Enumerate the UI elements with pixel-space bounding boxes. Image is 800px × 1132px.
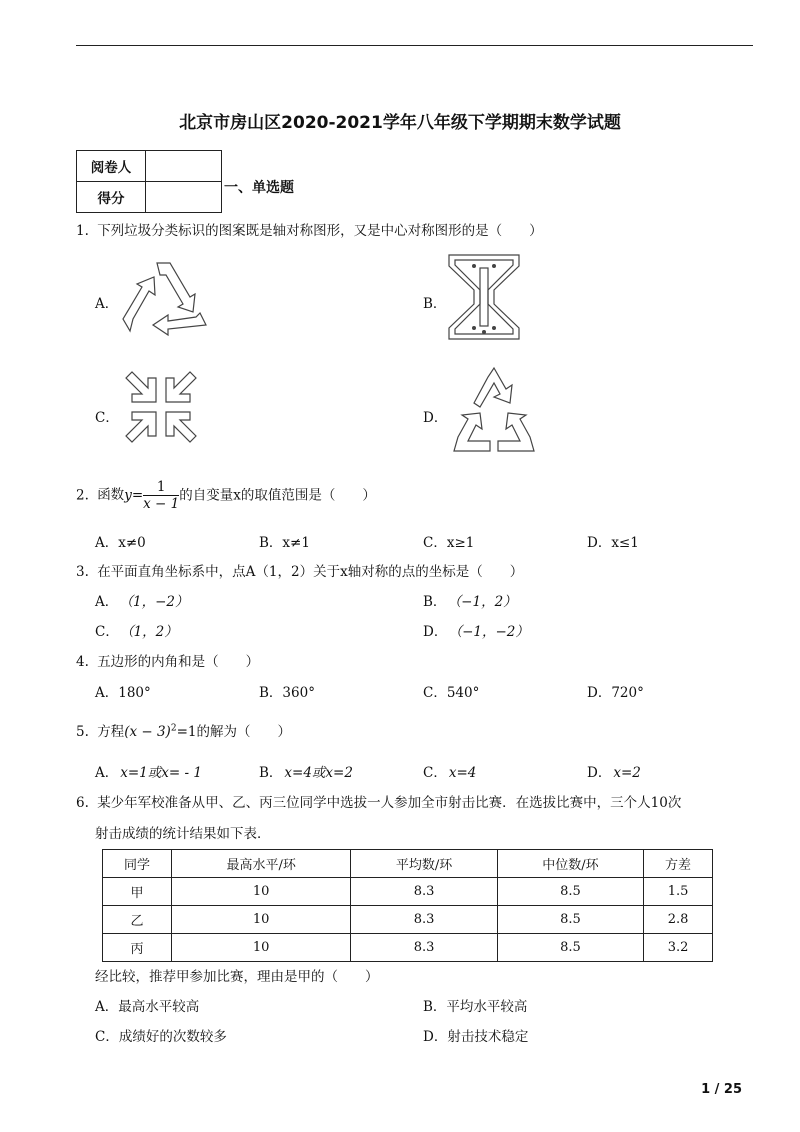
reviewer-cell [146,151,222,182]
recycle-triangle-notch-icon [448,365,540,455]
table-cell: 10 [171,906,351,934]
q5-option-b[interactable]: B． x=4或x=2 [259,765,353,781]
grader-table [76,150,222,213]
table-header: 同学 [103,850,172,878]
table-header-row [103,850,713,878]
reviewer-label: 阅卷人 [77,151,146,182]
question-text: 五边形的内角和是（ ） [97,654,260,670]
table-cell: 8.5 [497,906,643,934]
table-cell: 丙 [103,934,172,962]
q5-option-c[interactable]: C． x=4 [423,765,477,781]
question-4 [76,650,259,670]
table-cell: 10 [171,878,351,906]
q4-option-c[interactable]: C．540° [423,685,480,701]
question-1 [76,219,543,239]
fraction: $\frac{1}{x - 1}$ [143,479,180,512]
table-cell: 乙 [103,906,172,934]
table-cell: 8.3 [351,934,497,962]
table-cell: 甲 [103,878,172,906]
question-number: 4. [76,654,89,670]
q5-option-a[interactable]: A． x=1或x= - 1 [95,765,202,781]
question-text: 某少年军校准备从甲、乙、丙三位同学中选拔一人参加全市射击比赛．在选拔比赛中，三个人10次 [97,795,682,811]
q3-option-d[interactable]: D． （−1，−2） [423,624,529,640]
table-cell: 8.5 [497,934,643,962]
bowtie-symbol-icon [444,252,524,342]
table-cell: 3.2 [644,934,713,962]
recycle-triangle-icon [120,255,210,340]
table-header: 中位数/环 [497,850,643,878]
four-inward-arrows-icon [122,368,200,446]
question-number: 3. [76,564,89,580]
question-number: 1. [76,223,89,239]
question-text: 下列垃圾分类标识的图案既是轴对称图形，又是中心对称图形的是（ ） [97,223,543,239]
table-cell: 10 [171,934,351,962]
table-header: 平均数/环 [351,850,497,878]
q4-option-b[interactable]: B．360° [259,685,315,701]
question-6 [76,791,681,811]
question-number: 5. [76,724,89,740]
table-row [103,934,713,962]
q1-option-d[interactable]: D． [423,410,448,426]
q6-option-d[interactable]: D．射击技术稳定 [423,1029,529,1045]
question-number: 2. [76,487,89,504]
table-cell: 1.5 [644,878,713,906]
table-header: 最高水平/环 [171,850,351,878]
table-row [103,878,713,906]
q2-option-c[interactable]: C．x≥1 [423,535,475,551]
q3-option-b[interactable]: B． （−1，2） [423,594,517,610]
q2-option-a[interactable]: A．x≠0 [95,535,146,551]
table-cell: 8.5 [497,878,643,906]
table-cell: 8.3 [351,878,497,906]
q1-option-b[interactable]: B． [423,296,447,312]
question-number: 6. [76,795,89,811]
q4-option-d[interactable]: D．720° [587,685,644,701]
question-5: 5. 方程$(x - 3)^2=1$的解为（ ） [76,723,291,740]
question-2: 2. 函数y= $\frac{1}{x - 1}$ 的自变量x的取值范围是（ ） [76,479,376,512]
question-3 [76,560,523,580]
stats-table [102,849,713,962]
question-text: 在平面直角坐标系中，点A（1，2）关于x轴对称的点的坐标是（ ） [97,564,524,580]
header-rule [76,45,753,46]
table-header: 方差 [644,850,713,878]
q3-option-c[interactable]: C． （1，2） [95,624,178,640]
score-label: 得分 [77,182,146,213]
q6-option-c[interactable]: C．成绩好的次数较多 [95,1029,227,1045]
table-cell: 2.8 [644,906,713,934]
section-title: 一、单选题 [224,180,294,196]
q3-option-a[interactable]: A． （1，−2） [95,594,189,610]
question-6-followup: 经比较，推荐甲参加比赛，理由是甲的（ ） [95,969,379,985]
table-row [103,906,713,934]
q2-option-d[interactable]: D．x≤1 [587,535,639,551]
q4-option-a[interactable]: A．180° [95,685,151,701]
q6-option-b[interactable]: B．平均水平较高 [423,999,528,1015]
q1-option-c[interactable]: C． [95,410,119,426]
q6-option-a[interactable]: A．最高水平较高 [95,999,200,1015]
page-number: 1 / 25 [701,1082,742,1097]
question-6-line2: 射击成绩的统计结果如下表． [95,826,271,842]
page-title: 北京市房山区2020-2021学年八年级下学期期末数学试题 [179,113,621,133]
q2-option-b[interactable]: B．x≠1 [259,535,310,551]
score-cell [146,182,222,213]
q5-option-d[interactable]: D． x=2 [587,765,641,781]
q1-option-a[interactable]: A． [95,296,119,312]
table-cell: 8.3 [351,906,497,934]
